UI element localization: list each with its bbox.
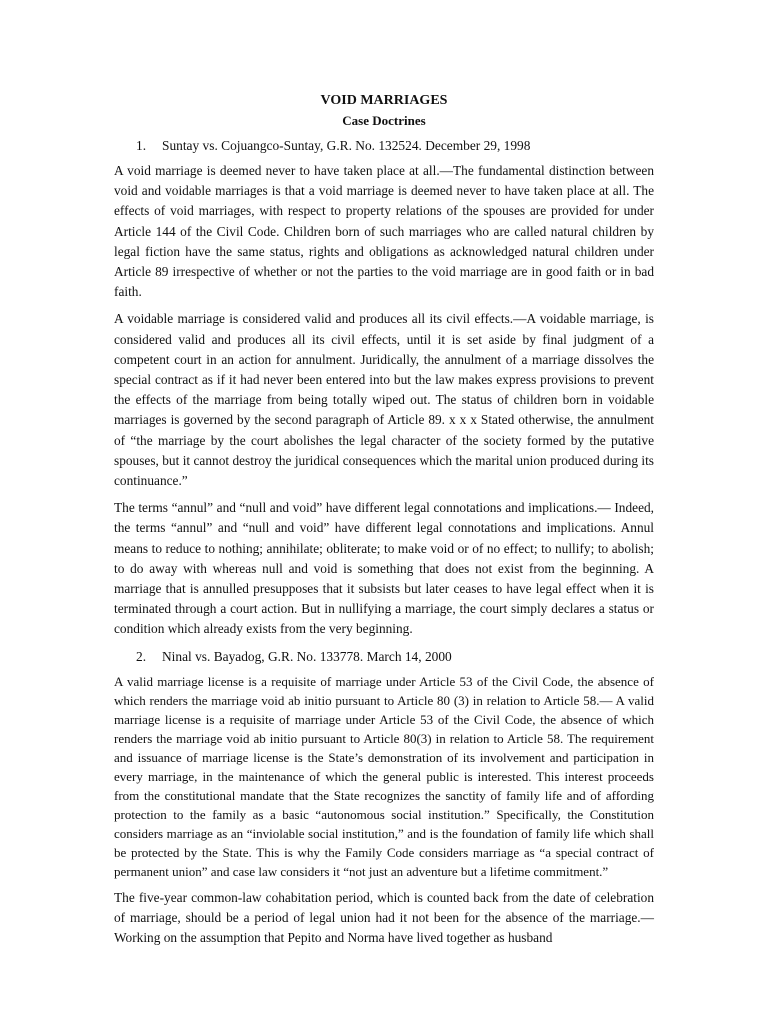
paragraph: The terms “annul” and “null and void” have different legal connotations and implications.— Indeed, the terms “annul” and “null and void” have different legal connotations and implications. Annul means to reduce to nothing; annihilate; obliterate; to make void or of no effect; to nullify; to abolish; to do away with whereas null and void is something that does not exist from the beginning. A marriage that is annulled presupposes that it subsists but later ceases to have legal effect when it is terminated through a court action. But in nullifying a marriage, the court simply declares a status or condition which already exists from the very beginning. [114, 500, 654, 637]
case-heading-1 [114, 136, 654, 156]
paragraph: A void marriage is deemed never to have taken place at all.—The fundamental distinction between void and voidable marriages is that a void marriage is deemed never to have taken place at all. The effects of void marriages, with respect to property relations of the spouses are provided for under Article 144 of the Civil Code. Children born of such marriages who are called natural children by legal fiction have the same status, rights and obligations as acknowledged natural children under Article 89 irrespective of whether or not the parties to the void marriage are in good faith or in bad faith. [114, 163, 654, 300]
case-citation: Suntay vs. Cojuangco-Suntay, G.R. No. 132524. December 29, 1998 [162, 138, 531, 153]
case-number: 2. [136, 648, 147, 664]
paragraph: The five-year common-law cohabitation period, which is counted back from the date of celebration of marriage, should be a period of legal union had it not been for the absence of the marriage.—Working on the assumption that Pepito and Norma have lived together as husband [114, 889, 654, 946]
case-heading-2 [114, 647, 654, 667]
case-number: 1. [136, 138, 147, 153]
document-title: VOID MARRIAGES [320, 93, 448, 108]
case-citation: Ninal vs. Bayadog, G.R. No. 133778. March 14, 2000 [162, 648, 452, 664]
paragraph: A valid marriage license is a requisite of marriage under Article 53 of the Civil Code, the absence of which renders the marriage void ab initio pursuant to Article 80 (3) in relation to Article 58.— A valid marriage license is a requisite of marriage under Article 53 of the Civil Code, the absence of which renders the marriage void ab initio pursuant to Article 80(3) in relation to Article 58. The requirement and issuance of marriage license is the State’s demonstration of its involvement and participation in every marriage, in the maintenance of which the general public is interested. This interest proceeds from the constitutional mandate that the State recognizes the sanctity of family life and of affording protection to the family as a basic “autonomous social institution.” Specifically, the Constitution considers marriage as an “inviolable social institution,” and is the foundation of family life which shall be protected by the State. This is why the Family Code considers marriage as “a special contract of permanent union” and case law considers it “not just an adventure but a lifetime commitment.” [114, 673, 654, 879]
paragraph: A voidable marriage is considered valid and produces all its civil effects.—A voidable marriage, is considered valid and produces all its civil effects, until it is set aside by final judgment of a competent court in an action for annulment. Juridically, the annulment of a marriage dissolves the special contract as if it had never been entered into but the law makes express provisions to prevent the effects of the marriage from being totally wiped out. The status of children born in voidable marriages is governed by the second paragraph of Article 89. x x x Stated otherwise, the annulment of “the marriage by the court abolishes the legal character of the society formed by the putative spouses, but it cannot destroy the juridical consequences which the marital union produced during its continuance.” [114, 311, 654, 489]
document-subtitle: Case Doctrines [342, 113, 426, 128]
